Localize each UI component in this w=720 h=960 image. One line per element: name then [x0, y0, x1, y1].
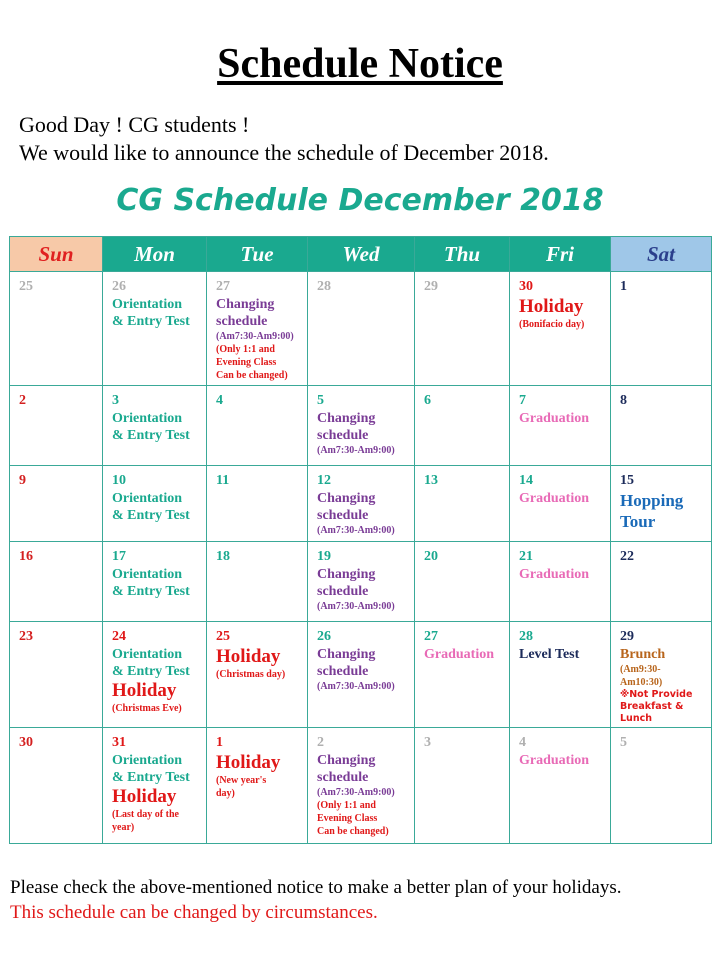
week-row — [10, 386, 712, 466]
holiday-name: (New year's — [216, 775, 267, 786]
day-cell — [510, 466, 611, 542]
orientation-event: Orientation — [112, 297, 182, 312]
day-cell — [415, 728, 510, 844]
day-cell — [207, 466, 308, 542]
weekday-sun: Sun — [10, 237, 103, 272]
changing-schedule-event: schedule — [216, 314, 268, 329]
event-time: (Am7:30-Am9:00) — [317, 787, 395, 798]
day-cell — [308, 728, 415, 844]
day-cell — [510, 622, 611, 728]
changing-schedule-event: Changing — [317, 567, 376, 582]
event-time: (Am7:30-Am9:00) — [216, 331, 294, 342]
orientation-event: Orientation — [112, 567, 182, 582]
graduation-event: Graduation — [519, 491, 590, 506]
day-cell — [10, 542, 103, 622]
day-number: 1 — [620, 279, 627, 294]
holiday-name: year) — [112, 822, 135, 833]
day-number: 7 — [519, 393, 526, 408]
footer-change-warning: This schedule can be changed by circumstances. — [10, 902, 378, 923]
orientation-event: Orientation — [112, 411, 182, 426]
day-number: 3 — [424, 735, 431, 750]
holiday-event: Holiday — [519, 296, 584, 317]
day-number: 29 — [424, 279, 438, 294]
day-cell — [308, 386, 415, 466]
day-cell — [415, 622, 510, 728]
day-number: 14 — [519, 473, 533, 488]
weekday-wed: Wed — [308, 237, 415, 272]
changing-schedule-event: schedule — [317, 584, 369, 599]
event-note: (Only 1:1 and — [317, 800, 376, 811]
orientation-event: Orientation — [112, 753, 182, 768]
event-note: Evening Class — [317, 813, 378, 824]
day-cell — [103, 466, 207, 542]
hopping-tour-event: Tour — [620, 512, 656, 531]
entry-test-event: & Entry Test — [112, 314, 190, 329]
day-number: 10 — [112, 473, 126, 488]
holiday-event: Holiday — [112, 786, 177, 807]
schedule-calendar — [9, 236, 712, 844]
day-cell — [308, 466, 415, 542]
day-number: 2 — [19, 393, 26, 408]
meal-note: ※Not Provide — [620, 689, 693, 700]
holiday-name: (Last day of the — [112, 809, 179, 820]
day-cell — [510, 272, 611, 386]
holiday-name: (Christmas Eve) — [112, 703, 182, 714]
day-number: 3 — [112, 393, 119, 408]
weekday-thu: Thu — [415, 237, 510, 272]
brunch-time: Am10:30) — [620, 677, 663, 688]
day-number: 18 — [216, 549, 230, 564]
day-number: 28 — [519, 629, 533, 644]
day-cell — [611, 386, 712, 466]
day-number: 12 — [317, 473, 331, 488]
event-note: Can be changed) — [216, 370, 288, 381]
intro-text — [19, 111, 549, 167]
level-test-event: Level Test — [519, 647, 580, 662]
day-number: 15 — [620, 473, 634, 488]
brunch-event: Brunch — [620, 647, 666, 662]
day-cell — [611, 728, 712, 844]
changing-schedule-event: schedule — [317, 664, 369, 679]
day-number: 8 — [620, 393, 627, 408]
page-title: Schedule Notice — [217, 41, 503, 87]
event-time: (Am7:30-Am9:00) — [317, 681, 395, 692]
week-row — [10, 466, 712, 542]
footer-notice — [10, 875, 621, 925]
entry-test-event: & Entry Test — [112, 428, 190, 443]
hopping-tour-event: Hopping — [620, 491, 684, 510]
day-number: 28 — [317, 279, 331, 294]
event-time: (Am7:30-Am9:00) — [317, 445, 395, 456]
weekday-sat: Sat — [611, 237, 712, 272]
week-row — [10, 622, 712, 728]
changing-schedule-event: Changing — [216, 297, 275, 312]
day-cell — [510, 728, 611, 844]
day-cell — [611, 542, 712, 622]
day-number: 23 — [19, 629, 33, 644]
day-number: 30 — [519, 279, 533, 294]
day-cell — [611, 622, 712, 728]
holiday-event: Holiday — [216, 646, 281, 667]
graduation-event: Graduation — [519, 567, 590, 582]
weekday-fri: Fri — [510, 237, 611, 272]
weekday-header-row — [10, 237, 712, 272]
day-number: 11 — [216, 473, 230, 488]
day-cell — [103, 386, 207, 466]
day-number: 24 — [112, 629, 126, 644]
day-cell — [10, 728, 103, 844]
day-cell — [308, 272, 415, 386]
entry-test-event: & Entry Test — [112, 664, 190, 679]
day-number: 9 — [19, 473, 26, 488]
day-number: 21 — [519, 549, 533, 564]
day-number: 30 — [19, 735, 33, 750]
day-cell — [103, 542, 207, 622]
changing-schedule-event: Changing — [317, 647, 376, 662]
day-cell — [611, 272, 712, 386]
week-row — [10, 728, 712, 844]
day-number: 19 — [317, 549, 331, 564]
graduation-event: Graduation — [424, 647, 495, 662]
entry-test-event: & Entry Test — [112, 508, 190, 523]
day-cell — [207, 542, 308, 622]
day-number: 27 — [424, 629, 438, 644]
calendar-title: CG Schedule December 2018 — [116, 183, 604, 218]
entry-test-event: & Entry Test — [112, 770, 190, 785]
event-note: (Only 1:1 and — [216, 344, 275, 355]
brunch-time: (Am9:30- — [620, 664, 661, 675]
day-cell — [103, 622, 207, 728]
changing-schedule-event: Changing — [317, 753, 376, 768]
day-number: 4 — [216, 393, 223, 408]
day-cell — [103, 728, 207, 844]
day-cell — [207, 728, 308, 844]
meal-note: Breakfast & Lunch — [620, 701, 684, 724]
day-cell — [510, 386, 611, 466]
day-number: 16 — [19, 549, 33, 564]
day-number: 26 — [112, 279, 126, 294]
day-number: 29 — [620, 629, 634, 644]
weekday-tue: Tue — [207, 237, 308, 272]
day-cell — [207, 622, 308, 728]
day-cell — [415, 542, 510, 622]
day-number: 5 — [620, 735, 627, 750]
graduation-event: Graduation — [519, 411, 590, 426]
holiday-name: (Christmas day) — [216, 669, 286, 680]
day-cell — [207, 386, 308, 466]
day-cell — [207, 272, 308, 386]
day-number: 26 — [317, 629, 331, 644]
day-cell — [10, 466, 103, 542]
event-time: (Am7:30-Am9:00) — [317, 525, 395, 536]
day-number: 4 — [519, 735, 526, 750]
event-note: Can be changed) — [317, 826, 389, 837]
intro-announcement: We would like to announce the schedule of December 2018. — [19, 140, 549, 165]
day-number: 22 — [620, 549, 634, 564]
holiday-name: (Bonifacio day) — [519, 319, 585, 330]
day-cell — [10, 622, 103, 728]
changing-schedule-event: schedule — [317, 428, 369, 443]
day-cell — [308, 622, 415, 728]
day-cell — [415, 386, 510, 466]
footer-plan-text: Please check the above-mentioned notice to make a better plan of your holidays. — [10, 877, 622, 898]
day-number: 31 — [112, 735, 126, 750]
graduation-event: Graduation — [519, 753, 590, 768]
day-cell — [10, 386, 103, 466]
event-note: Evening Class — [216, 357, 277, 368]
day-cell — [103, 272, 207, 386]
day-cell — [308, 542, 415, 622]
day-number: 13 — [424, 473, 438, 488]
week-row — [10, 272, 712, 386]
entry-test-event: & Entry Test — [112, 584, 190, 599]
day-number: 25 — [19, 279, 33, 294]
day-number: 2 — [317, 735, 324, 750]
changing-schedule-event: schedule — [317, 508, 369, 523]
event-time: (Am7:30-Am9:00) — [317, 601, 395, 612]
holiday-event: Holiday — [112, 680, 177, 701]
intro-greeting: Good Day ! CG students ! — [19, 112, 250, 137]
day-cell — [611, 466, 712, 542]
day-number: 6 — [424, 393, 431, 408]
day-number: 27 — [216, 279, 230, 294]
weekday-mon: Mon — [103, 237, 207, 272]
day-number: 17 — [112, 549, 126, 564]
day-cell — [415, 272, 510, 386]
day-number: 20 — [424, 549, 438, 564]
day-number: 5 — [317, 393, 324, 408]
orientation-event: Orientation — [112, 647, 182, 662]
day-cell — [510, 542, 611, 622]
day-number: 1 — [216, 735, 223, 750]
day-number: 25 — [216, 629, 230, 644]
day-cell — [10, 272, 103, 386]
changing-schedule-event: Changing — [317, 411, 376, 426]
changing-schedule-event: schedule — [317, 770, 369, 785]
orientation-event: Orientation — [112, 491, 182, 506]
week-row — [10, 542, 712, 622]
holiday-name: day) — [216, 788, 235, 799]
changing-schedule-event: Changing — [317, 491, 376, 506]
holiday-event: Holiday — [216, 752, 281, 773]
day-cell — [415, 466, 510, 542]
